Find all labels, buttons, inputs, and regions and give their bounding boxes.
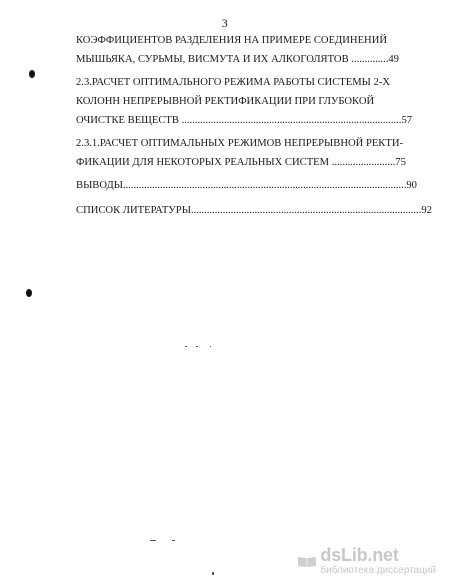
watermark-brand: dsLib.net <box>320 545 399 565</box>
toc-line-text: СПИСОК ЛИТЕРАТУРЫ <box>76 205 191 216</box>
toc-line-last <box>76 50 410 69</box>
toc-page-number: 75 <box>395 157 406 168</box>
toc-line-last <box>76 153 410 172</box>
toc-line: 2.3.1.РАСЧЕТ ОПТИМАЛЬНЫХ РЕЖИМОВ НЕПРЕРЫВНОЙ РЕКТИ- <box>76 138 404 149</box>
toc-leader: ................................................................................... <box>181 115 402 126</box>
toc-leader: ........................................................................................................... <box>122 180 407 191</box>
toc-page-number: 92 <box>421 205 432 216</box>
toc-entry <box>76 176 417 195</box>
toc-entry <box>76 73 413 130</box>
watermark-text <box>320 546 436 576</box>
watermark-subtitle: библиотека диссертаций <box>320 565 436 576</box>
scan-speck <box>196 346 198 347</box>
toc-page-number: 57 <box>401 115 413 126</box>
toc-line-text: МЫШЬЯКА, СУРЬМЫ, ВИСМУТА И ИХ АЛКОГОЛЯТОВ <box>76 54 349 65</box>
table-of-contents <box>76 31 432 224</box>
toc-line: КОЭФФИЦИЕНТОВ РАЗДЕЛЕНИЯ НА ПРИМЕРЕ СОЕДИНЕНИЙ <box>76 35 387 46</box>
toc-entry <box>76 201 432 220</box>
toc-leader: ........................ <box>331 157 396 168</box>
toc-line-last <box>76 201 432 220</box>
toc-line-text: ФИКАЦИИ ДЛЯ НЕКОТОРЫХ РЕАЛЬНЫХ СИСТЕМ <box>76 157 330 168</box>
toc-page-number: 49 <box>388 54 399 65</box>
toc-entry <box>76 31 410 69</box>
binding-hole-mark <box>26 289 32 297</box>
toc-entry <box>76 134 410 172</box>
toc-line-last <box>76 111 413 130</box>
toc-line-text: ВЫВОДЫ <box>76 180 123 191</box>
toc-line-last <box>76 176 417 195</box>
toc-leader: ....................................................................................... <box>190 205 422 216</box>
toc-line: КОЛОНН НЕПРЕРЫВНОЙ РЕКТИФИКАЦИИ ПРИ ГЛУБОКОЙ <box>76 96 375 107</box>
toc-page-number: 90 <box>406 180 417 191</box>
page-number: 3 <box>221 16 229 30</box>
scan-speck <box>150 540 156 541</box>
binding-hole-mark <box>29 70 35 78</box>
toc-line: 2.3.РАСЧЕТ ОПТИМАЛЬНОГО РЕЖИМА РАБОТЫ СИСТЕМЫ 2-Х <box>76 77 390 88</box>
watermark <box>297 546 436 576</box>
scan-speck <box>172 540 175 541</box>
dslib-logo-icon <box>297 554 317 568</box>
scan-speck <box>212 572 214 575</box>
toc-line-text: ОЧИСТКЕ ВЕЩЕСТВ <box>76 115 179 126</box>
scan-speck <box>185 346 187 347</box>
toc-leader: .............. <box>351 54 389 65</box>
scan-speck <box>210 346 211 347</box>
